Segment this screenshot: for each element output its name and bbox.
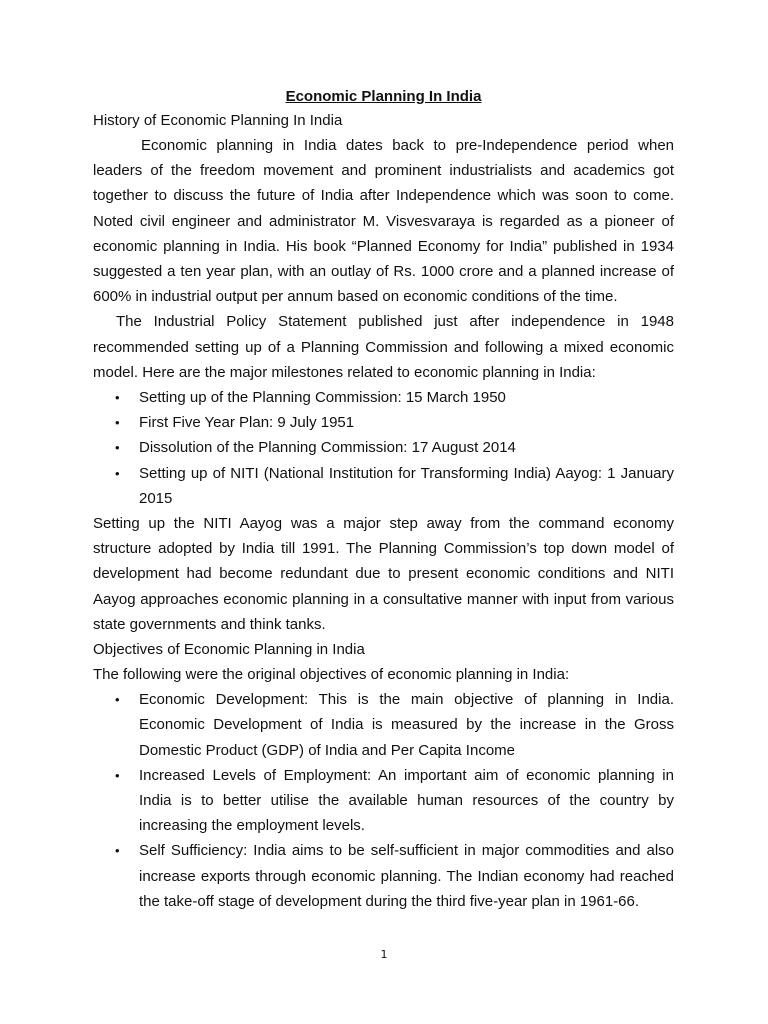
list-item-text: Economic Development: This is the main objective of planning in India. Economic Development of India is measured by the increase in the Gross Domestic Product (GDP) of India and Per Capita Income <box>139 691 674 759</box>
section-heading-objectives: Objectives of Economic Planning in India <box>93 641 365 659</box>
list-item <box>93 763 674 839</box>
list-item <box>93 461 674 511</box>
bullet-icon: • <box>115 440 120 456</box>
bullet-icon: • <box>115 843 120 859</box>
page-number: 1 <box>380 948 388 961</box>
bullet-icon: • <box>115 692 120 708</box>
list-item-text: Setting up of NITI (National Institution for Transforming India) Aayog: 1 January 2015 <box>139 464 674 507</box>
bullet-icon: • <box>115 767 120 783</box>
list-item-text: Setting up of the Planning Commission: 15 March 1950 <box>139 389 506 407</box>
bullet-icon: • <box>115 465 120 481</box>
list-item <box>93 410 674 435</box>
paragraph-history: Economic planning in India dates back to pre-Independence period when leaders of the freedom movement and prominent industrialists and academics got together to discuss the future of India after Independence which was soon to come. Noted civil engineer and administrator M. Visvesvaraya is regarded as a pioneer of economic planning in India. His book “Planned Economy for India” published in 1934 suggested a ten year plan, with an outlay of Rs. 1000 crore and a planned increase of 600% in industrial output per annum based on economic conditions of the time. <box>93 137 674 306</box>
section-heading-history: History of Economic Planning In India <box>93 112 343 129</box>
list-item-text: First Five Year Plan: 9 July 1951 <box>139 414 355 432</box>
document-title: Economic Planning In India <box>285 88 482 105</box>
milestones-list <box>93 385 674 511</box>
list-item <box>93 385 674 410</box>
objectives-list <box>93 687 674 914</box>
paragraph-industrial-policy: The Industrial Policy Statement published just after independence in 1948 recommended setting up of a Planning Commission and following a mixed economic model. Here are the major milestones related to economic planning in India: <box>93 313 674 381</box>
list-item <box>93 435 674 460</box>
list-item-text: Increased Levels of Employment: An important aim of economic planning in India is to better utilise the available human resources of the country by increasing the employment levels. <box>139 766 674 835</box>
list-item <box>93 838 674 914</box>
bullet-icon: • <box>115 415 120 431</box>
paragraph-objectives-intro: The following were the original objectives of economic planning in India: <box>93 666 570 684</box>
list-item-text: Self Sufficiency: India aims to be self-sufficient in major commodities and also increase exports through economic planning. The Indian economy had reached the take-off stage of development during the third five-year plan in 1961-66. <box>139 842 674 910</box>
document-body <box>93 86 674 914</box>
list-item-text: Dissolution of the Planning Commission: 17 August 2014 <box>139 439 516 457</box>
paragraph-niti-aayog: Setting up the NITI Aayog was a major step away from the command economy structure adopted by India till 1991. The Planning Commission’s top down model of development had become redundant due to present economic conditions and NITI Aayog approaches economic planning in a consultative manner with input from various state governments and think tanks. <box>93 515 674 633</box>
list-item <box>93 687 674 763</box>
bullet-icon: • <box>115 390 120 406</box>
